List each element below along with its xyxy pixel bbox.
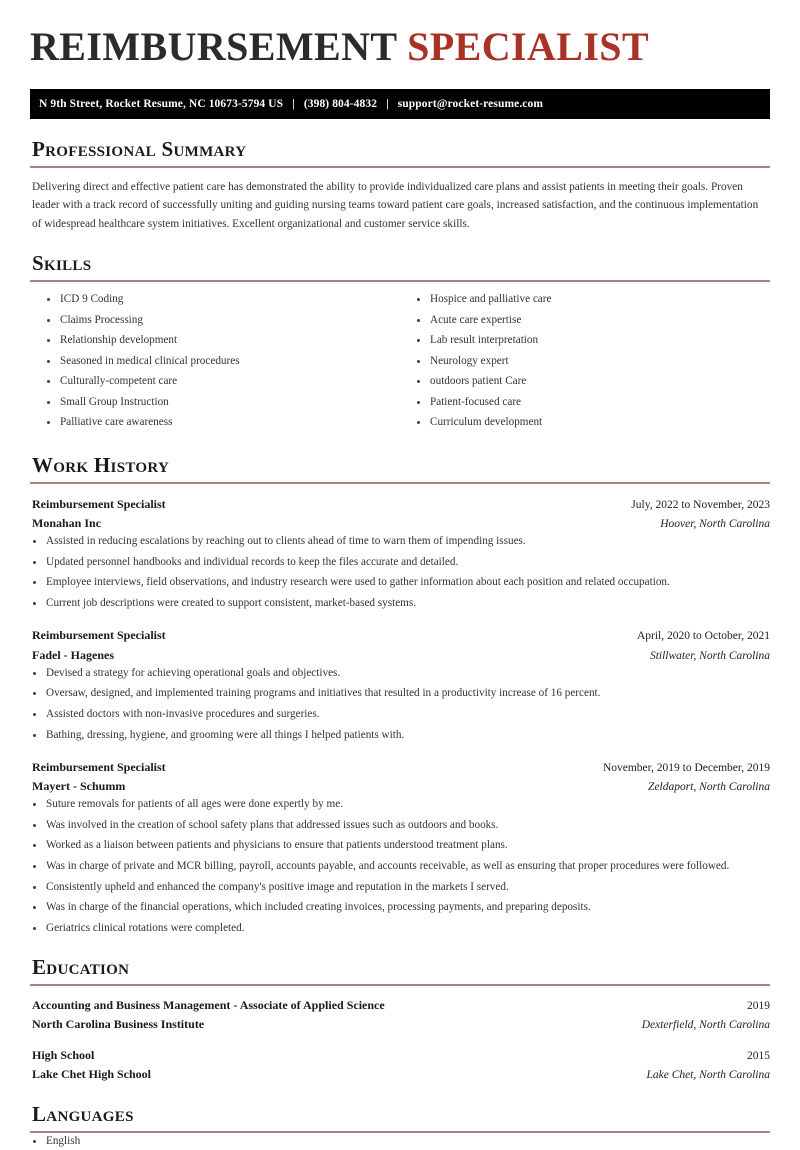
job-title: Reimbursement Specialist	[32, 759, 166, 774]
job-company-row	[30, 514, 770, 533]
education-school-row	[30, 1065, 770, 1084]
section-heading-education: Education	[32, 955, 130, 979]
education-year: 2019	[747, 1000, 770, 1013]
section-rule-education	[30, 984, 770, 986]
job-dates: April, 2020 to October, 2021	[636, 630, 770, 643]
contact-separator-2: |	[386, 98, 389, 110]
name-first-word: REIMBURSEMENT	[30, 24, 397, 69]
job-bullet: Bathing, dressing, hygiene, and grooming were all things I helped patients with.	[30, 727, 770, 744]
job-bullet: Devised a strategy for achieving operational goals and objectives.	[30, 665, 770, 682]
job-bullet: Consistently upheld and enhanced the company's positive image and reputation in the markets I served.	[30, 879, 770, 896]
section-rule-work-history	[30, 482, 770, 484]
contact-bar	[30, 89, 770, 119]
job-company: Monahan Inc	[32, 516, 102, 531]
skill-item: Small Group Instruction	[44, 394, 400, 411]
job-title-row	[30, 758, 770, 777]
section-work-history	[30, 454, 770, 937]
job-title-row	[30, 495, 770, 514]
job-title: Reimbursement Specialist	[32, 496, 166, 511]
section-rule-professional-summary	[30, 166, 770, 168]
skill-item: Neurology expert	[414, 353, 770, 370]
section-heading-languages: Languages	[32, 1102, 134, 1127]
skill-item: Relationship development	[44, 332, 400, 349]
job-location: Stillwater, North Carolina	[649, 649, 770, 662]
contact-separator-1: |	[292, 98, 295, 110]
skills-column-left	[30, 291, 400, 435]
education-school: Lake Chet High School	[32, 1066, 152, 1081]
skill-item: Culturally-competent care	[44, 373, 400, 390]
skills-columns	[30, 291, 770, 435]
job-bullet: Oversaw, designed, and implemented training programs and initiatives that resulted in a productivity increase of 16 percent.	[30, 685, 770, 702]
skills-column-right	[400, 291, 770, 435]
skill-item: Hospice and palliative care	[414, 291, 770, 308]
skill-item: Curriculum development	[414, 414, 770, 431]
job-location: Zeldaport, North Carolina	[648, 781, 770, 794]
job-bullet: Was in charge of private and MCR billing, payroll, accounts payable, and accounts receivable, as well as ensuring that proper procedures were followed.	[30, 858, 770, 875]
education-school-row	[30, 1015, 770, 1034]
education-school: North Carolina Business Institute	[32, 1017, 205, 1032]
section-education	[30, 956, 770, 1084]
job-bullet-list	[30, 796, 770, 937]
skill-item: Patient-focused care	[414, 394, 770, 411]
education-entry	[30, 996, 770, 1035]
job-company-row	[30, 646, 770, 665]
languages-list	[30, 1133, 770, 1150]
skill-item: Seasoned in medical clinical procedures	[44, 353, 400, 370]
work-history-entry	[30, 758, 770, 937]
skill-item: outdoors patient Care	[414, 373, 770, 390]
job-bullet: Suture removals for patients of all ages were done expertly by me.	[30, 796, 770, 813]
section-languages	[30, 1103, 770, 1150]
job-dates: July, 2022 to November, 2023	[631, 498, 770, 511]
professional-summary-text: Delivering direct and effective patient care has demonstrated the ability to provide individualized care plans and assist patients in meeting their goals. Proven leader with a track record of successfully uniting and guiding nursing teams toward patient care goals, increased satisfaction, and the continuous implementation of widespread healthcare system initiatives. Excellent organizational and customer service skills.	[32, 181, 759, 230]
section-heading-work-history: Work History	[32, 452, 170, 477]
language-item: English	[30, 1133, 770, 1150]
skill-item: Acute care expertise	[414, 312, 770, 329]
job-company: Fadel - Hagenes	[32, 647, 114, 662]
contact-phone[interactable]: (398) 804-4832	[303, 98, 378, 110]
education-degree: Accounting and Business Management - Associate of Applied Science	[32, 998, 385, 1013]
skill-item: Claims Processing	[44, 312, 400, 329]
work-history-entry	[30, 626, 770, 744]
skill-item: Lab result interpretation	[414, 332, 770, 349]
job-bullet: Assisted doctors with non-invasive procedures and surgeries.	[30, 706, 770, 723]
section-heading-professional-summary: Professional Summary	[32, 137, 247, 161]
education-degree: High School	[32, 1047, 95, 1062]
job-company: Mayert - Schumm	[32, 779, 126, 794]
name-second-word: SPECIALIST	[407, 24, 650, 69]
section-skills	[30, 252, 770, 435]
job-bullet: Updated personnel handbooks and individual records to keep the files accurate and detailed.	[30, 554, 770, 571]
job-bullet: Current job descriptions were created to support consistent, market-based systems.	[30, 595, 770, 612]
job-bullet-list	[30, 665, 770, 744]
section-rule-skills	[30, 280, 770, 282]
skills-list-right	[414, 291, 770, 432]
candidate-name-title	[30, 0, 770, 67]
job-bullet: Was involved in the creation of school safety plans that addressed issues such as outdoors and books.	[30, 817, 770, 834]
job-company-row	[30, 777, 770, 796]
job-bullet-list	[30, 533, 770, 612]
skill-item: Palliative care awareness	[44, 414, 400, 431]
job-dates: November, 2019 to December, 2019	[602, 761, 770, 774]
section-professional-summary	[30, 138, 770, 233]
skill-item: ICD 9 Coding	[44, 291, 400, 308]
section-heading-skills: Skills	[32, 250, 92, 275]
work-history-entries	[30, 495, 770, 937]
job-bullet: Employee interviews, field observations, and industry research were used to gather information about each position and related occupation.	[30, 574, 770, 591]
education-entries	[30, 996, 770, 1084]
job-bullet: Geriatrics clinical rotations were completed.	[30, 920, 770, 937]
education-year: 2015	[747, 1049, 770, 1062]
job-bullet: Was in charge of the financial operations, which included creating invoices, processing payments, and preparing deposits.	[30, 899, 770, 916]
education-entry	[30, 1046, 770, 1085]
contact-email[interactable]: support@rocket-resume.com	[397, 98, 544, 110]
job-bullet: Worked as a liaison between patients and physicians to ensure that patients understood treatment plans.	[30, 837, 770, 854]
work-history-entry	[30, 495, 770, 613]
job-title: Reimbursement Specialist	[32, 628, 166, 643]
job-location: Hoover, North Carolina	[660, 518, 770, 531]
job-title-row	[30, 626, 770, 645]
contact-address: N 9th Street, Rocket Resume, NC 10673-5794 US	[39, 98, 284, 110]
education-location: Lake Chet, North Carolina	[646, 1068, 770, 1081]
education-location: Dexterfield, North Carolina	[641, 1019, 770, 1032]
job-bullet: Assisted in reducing escalations by reaching out to clients ahead of time to warn them of impending issues.	[30, 533, 770, 550]
skills-list-left	[44, 291, 400, 432]
education-degree-row	[30, 996, 770, 1015]
education-degree-row	[30, 1046, 770, 1065]
